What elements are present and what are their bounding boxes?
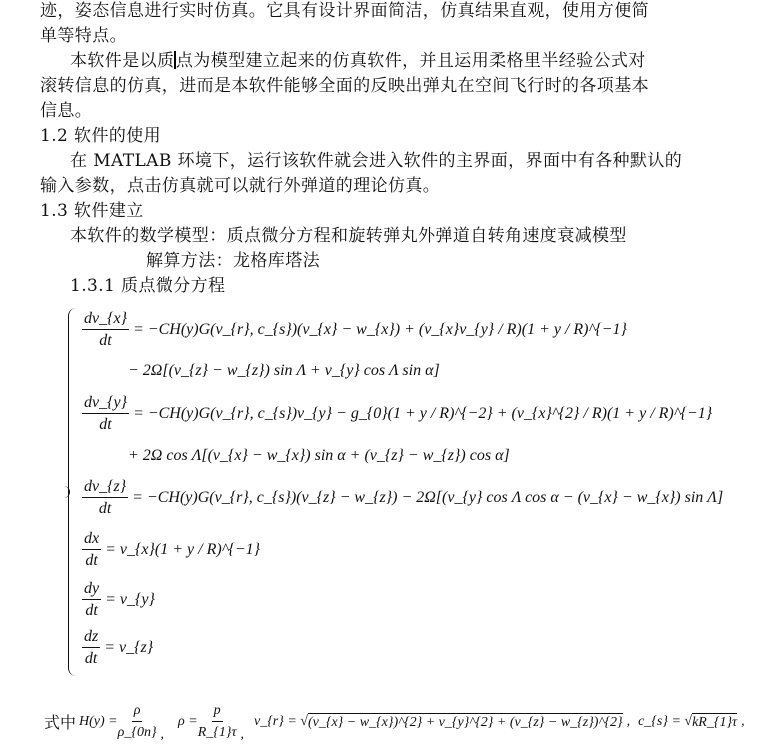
derivative-fraction (82, 308, 129, 351)
paragraph-line: 滚转信息的仿真，进而是本软件能够全面的反映出弹丸在空间飞行时的各项基本 (40, 76, 649, 96)
numerator: dv_{z} (82, 476, 128, 498)
paragraph-line: 本软件的数学模型：质点微分方程和旋转弹丸外弹道自转角速度衰减模型 (70, 226, 627, 246)
h-lhs: H(y) = (79, 713, 118, 729)
equation-row-dy (82, 578, 155, 621)
equation-rhs: = v_{x}(1 + y / R)^{−1} (105, 540, 261, 558)
paragraph-line[interactable] (70, 46, 646, 71)
paragraph-line: 信息。 (40, 101, 93, 121)
equation-continuation: − 2Ω[(v_{z} − w_{z}) sin Λ + v_{y} cos Λ sin α] (128, 362, 440, 379)
section-heading-1-3-1: 1.3.1 质点微分方程 (70, 276, 226, 296)
numerator: ρ (132, 700, 143, 722)
numerator: dz (82, 626, 100, 648)
equation-continuation-row (128, 447, 510, 465)
equation-system-brace (68, 308, 79, 676)
cs-lhs: c_{s} = √ (638, 713, 693, 729)
equation-row-dvy (82, 392, 712, 435)
paragraph-line: 单等特点。 (40, 26, 127, 46)
numerator: dv_{y} (82, 392, 129, 414)
paragraph-line: 输入参数，点击仿真就可以就行外弹道的理论仿真。 (40, 176, 441, 196)
cs-radicand: kR_{1}τ (692, 714, 738, 730)
paragraph-line: 解算方法：龙格库塔法 (146, 251, 320, 271)
equation-rhs: = v_{y} (105, 590, 155, 608)
vr-lhs: v_{r} = √ (253, 713, 308, 729)
comma: , (626, 713, 631, 729)
comma: , (160, 727, 165, 742)
paragraph-line: 迹，姿态信息进行实时仿真。它具有设计界面简洁，仿真结果直观，使用方便简 (40, 1, 649, 21)
derivative-fraction (82, 578, 101, 621)
denominator: dt (99, 416, 112, 433)
h-fraction (118, 700, 157, 743)
denominator: dt (84, 650, 98, 667)
equation-row-dx (82, 528, 260, 571)
equation-continuation-row (128, 362, 440, 380)
equation-rhs: = −CH(y)G(v_{r}, c_{s})(v_{z} − w_{z}) − 2Ω[(v_{y} cos Λ cos α − (v_{x} − w_{x}) sin Λ] (132, 488, 724, 506)
derivative-fraction (82, 626, 100, 669)
text-run: 本软件是以质 (70, 51, 175, 71)
paragraph-line: 在 MATLAB 环境下，运行该软件就会进入软件的主界面，界面中有各种默认的 (70, 151, 683, 171)
numerator: dv_{x} (82, 308, 129, 330)
text-run: 点为模型建立起来的仿真软件，并且运用柔格里半经验公式对 (175, 51, 646, 71)
comma: , (240, 727, 244, 742)
equation-rhs: = −CH(y)G(v_{r}, c_{s})v_{y} − g_{0}(1 + y / R)^{−2} + (v_{x}^{2} / R)(1 + y / R)^{−1} (133, 404, 713, 422)
derivative-fraction (82, 528, 101, 571)
section-heading-1-3: 1.3 软件建立 (40, 201, 144, 221)
derivative-fraction (82, 392, 129, 435)
equation-row-dvz (82, 476, 723, 519)
where-label: 式中 (44, 713, 77, 732)
equation-row-dvx (82, 308, 627, 351)
equation-rhs: = −CH(y)G(v_{r}, c_{s})(v_{x} − w_{x}) + (v_{x}v_{y} / R)(1 + y / R)^{−1} (133, 320, 627, 338)
equation-continuation: + 2Ω cos Λ[(v_{x} − w_{x}) sin α + (v_{z} − w_{z}) cos α] (128, 447, 510, 464)
equation-rhs: = v_{z} (104, 638, 154, 656)
numerator: dy (82, 578, 101, 600)
section-heading-1-2: 1.2 软件的使用 (40, 126, 162, 146)
denominator: ρ_{0n} (117, 725, 157, 740)
numerator: p (212, 700, 223, 722)
denominator: dt (99, 332, 112, 349)
rho-fraction (198, 700, 237, 743)
where-clause (44, 700, 745, 743)
derivative-fraction (82, 476, 128, 519)
numerator: dx (82, 528, 101, 550)
denominator: R_{1}τ (197, 725, 237, 740)
comma: , (741, 713, 745, 729)
vr-radicand: (v_{x} − w_{x})^{2} + v_{y}^{2} + (v_{z} − w_{z})^{2} (307, 714, 623, 730)
rho-lhs: ρ = (178, 713, 198, 729)
denominator: dt (85, 602, 98, 619)
denominator: dt (85, 552, 98, 569)
equation-row-dz (82, 626, 153, 669)
denominator: dt (98, 500, 112, 517)
